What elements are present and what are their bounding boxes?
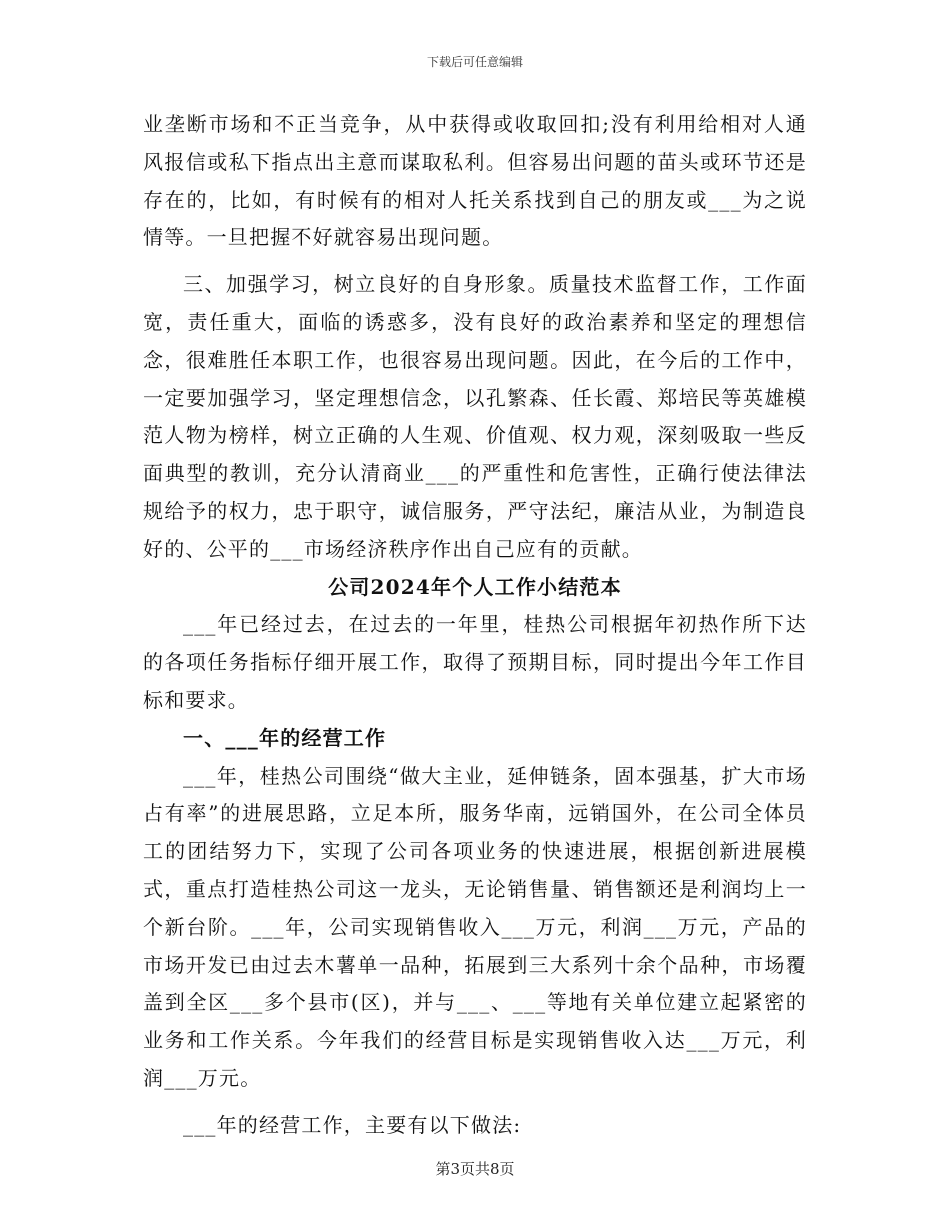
document-body [143, 106, 807, 1145]
paragraph-operations: ___年，桂热公司围绕“做大主业，延伸链条，固本强基，扩大市场占有率”的进展思路，立足本所，服务华南，远销国外，在公司全体员工的团结努力下，实现了公司各项业务的快速进展，根据创新进展模式，重点打造桂热公司这一龙头，无论销售量、销售额还是利润均上一个新台阶。___年，公司实现销售收入___万元，利润___万元，产品的市场开发已由过去木薯单一品种，拓展到三大系列十余个品种，市场覆盖到全区___多个县市(区)，并与___、___等地有关单位建立起紧密的业务和工作关系。今年我们的经营目标是实现销售收入达___万元，利润___万元。 [143, 763, 807, 1090]
section-heading: 一、___年的经营工作 [183, 725, 387, 750]
page-header-note: 下载后可任意编辑 [426, 55, 523, 69]
paragraph-continuation: 业垄断市场和不正当竞争，从中获得或收取回扣;没有利用给相对人通风报信或私下指点出主意而谋取私利。但容易出问题的苗头或环节还是存在的，比如，有时候有的相对人托关系找到自己的朋友或___为之说情等。一旦把握不好就容易出现问题。 [143, 112, 807, 250]
page-number: 第3页共8页 [435, 1160, 515, 1178]
paragraph-intro: ___年已经过去，在过去的一年里，桂热公司根据年初热作所下达的各项任务指标仔细开展工作，取得了预期目标，同时提出今年工作目标和要求。 [143, 612, 807, 712]
document-title: 公司2024年个人工作小结范本 [328, 574, 622, 599]
paragraph-methods: ___年的经营工作，主要有以下做法: [183, 1112, 522, 1137]
paragraph-section-three: 三、加强学习，树立良好的自身形象。质量技术监督工作，工作面宽，责任重大，面临的诱惑多，没有良好的政治素养和坚定的理想信念，很难胜任本职工作，也很容易出现问题。因此，在今后的工作中，一定要加强学习，坚定理想信念，以孔繁森、任长霞、郑培民等英雄模范人物为榜样，树立正确的人生观、价值观、权力观，深刻吸取一些反面典型的教训，充分认清商业___的严重性和危害性，正确行使法律法规给予的权力，忠于职守，诚信服务，严守法纪，廉洁从业，为制造良好的、公平的___市场经济秩序作出自己应有的贡献。 [143, 272, 807, 561]
